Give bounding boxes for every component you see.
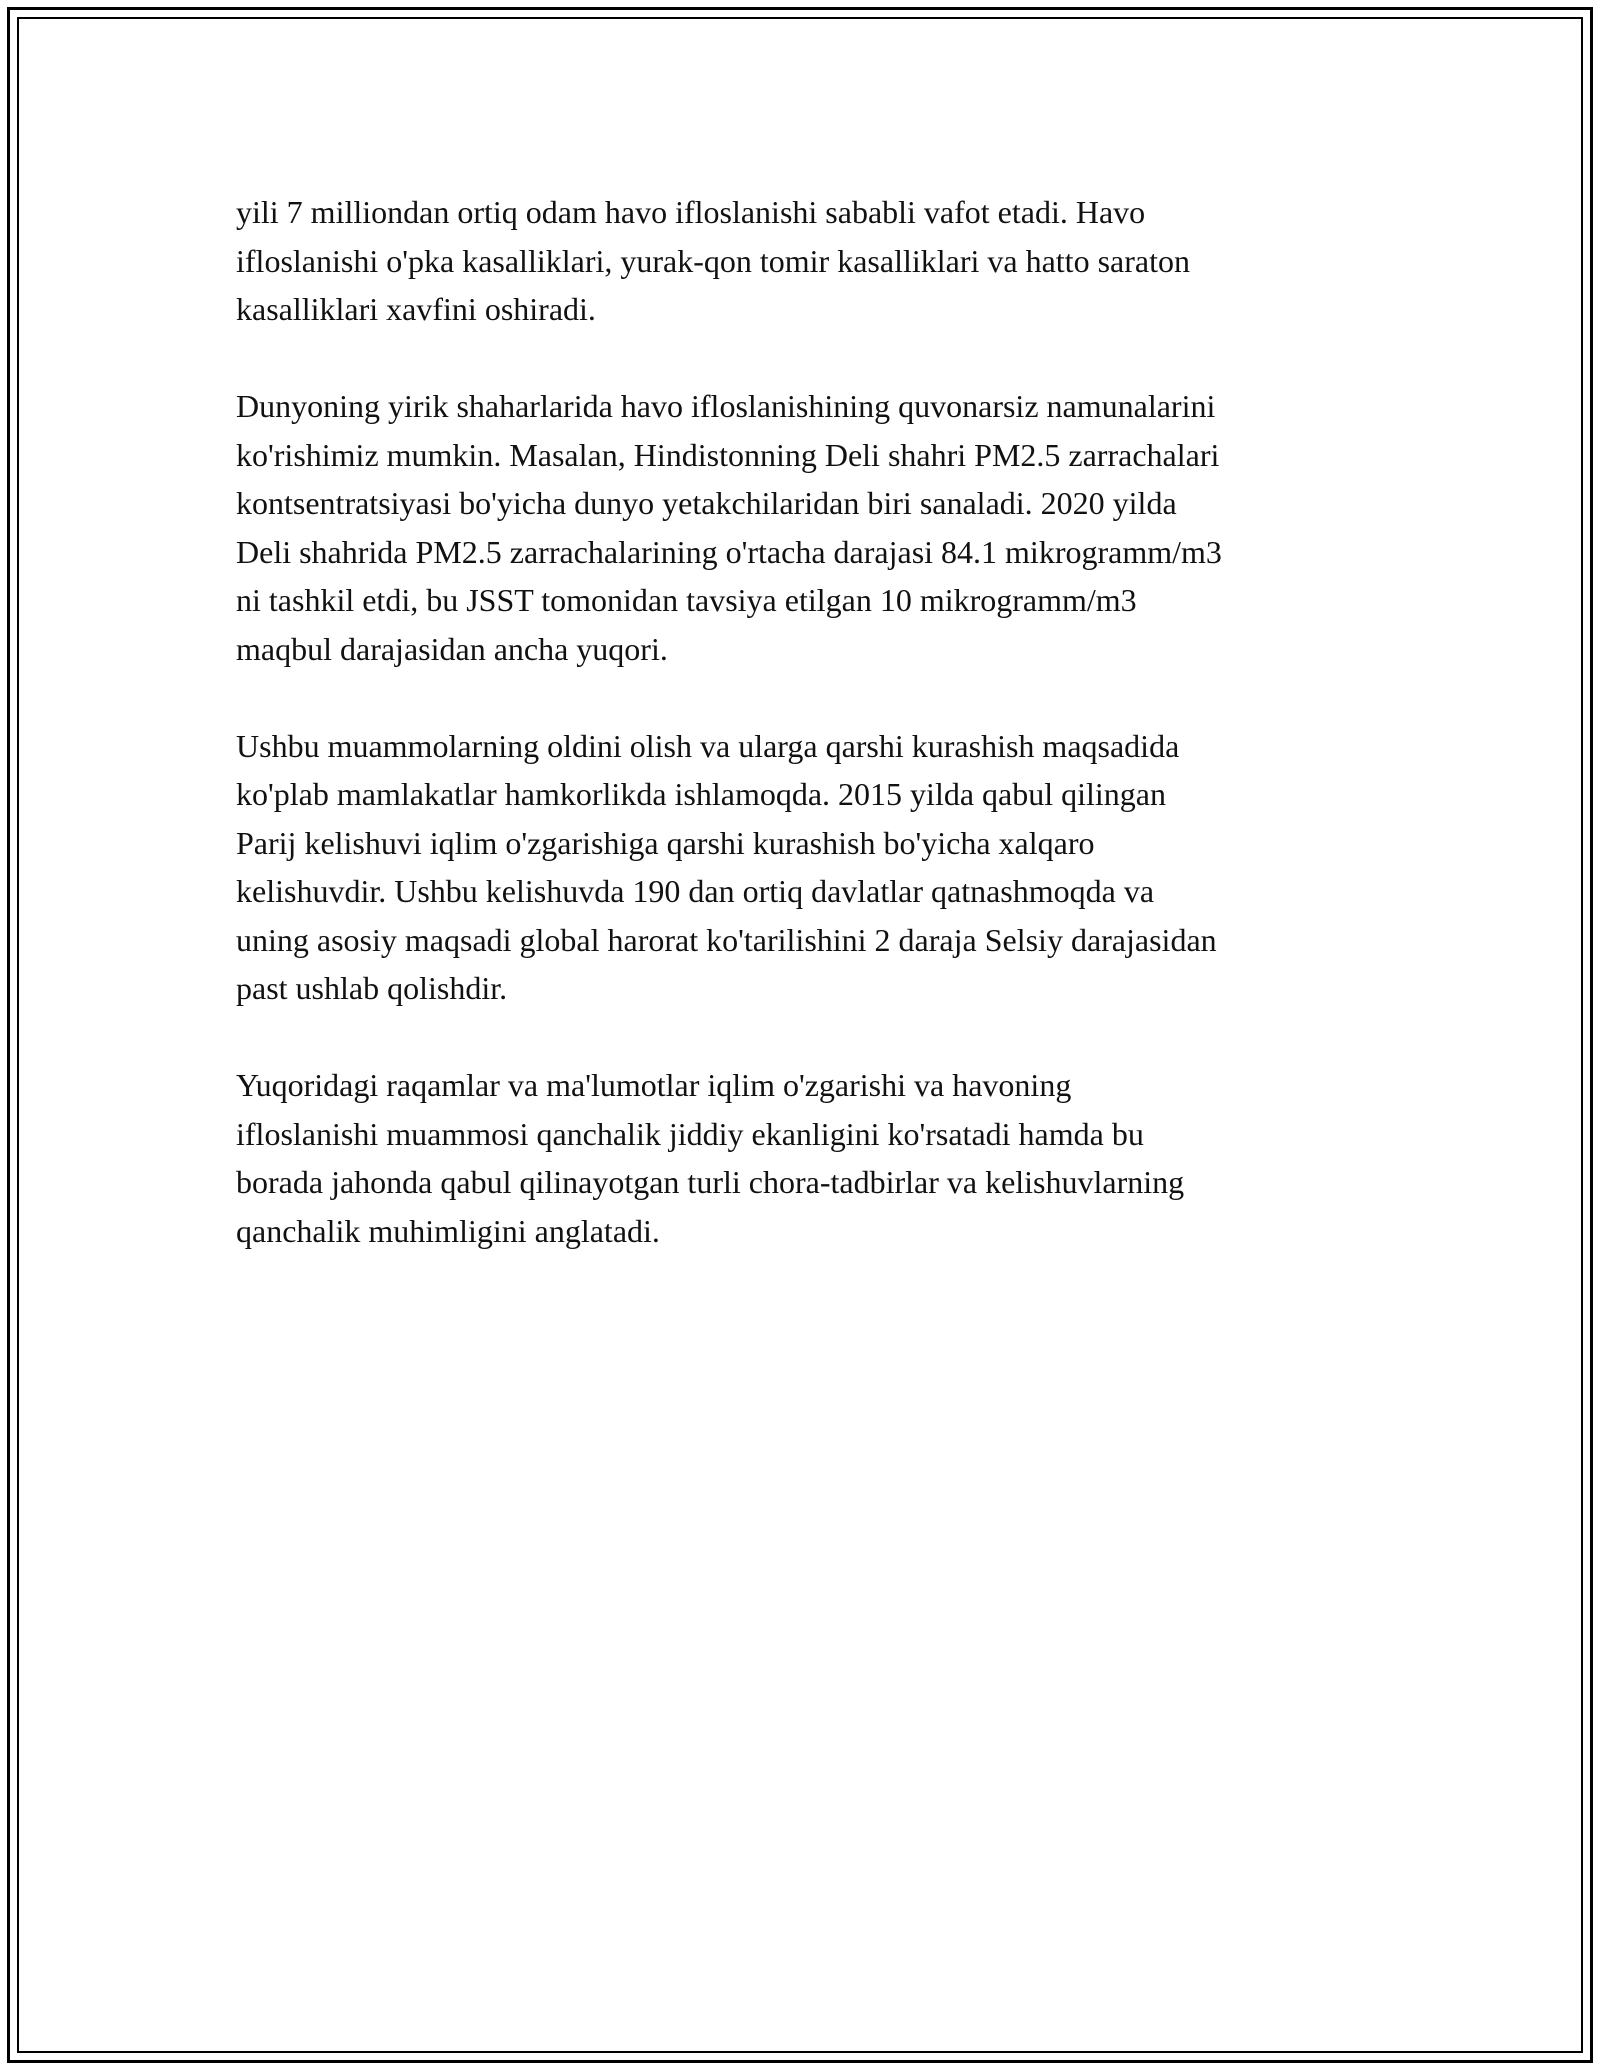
paragraph-3: Ushbu muammolarning oldini olish va ularga qarshi kurashish maqsadida ko'plab mamlakatlar hamkorlikda ishlamoqda. 2015 yilda qabul qilingan Parij kelishuvi iqlim o'zgarishiga qarshi kurashish bo'yicha xalqaro kelishuvdir. Ushbu kelishuvda 190 dan ortiq davlatlar qatnashmoqda va uning asosiy maqsadi global harorat ko'tarilishini 2 daraja Selsiy darajasidan past ushlab qolishdir. [236,727,1217,1006]
paragraph-4: Yuqoridagi raqamlar va ma'lumotlar iqlim o'zgarishi va havoning ifloslanishi muammosi qanchalik jiddiy ekanligini ko'rsatadi hamda bu borada jahonda qabul qilinayotgan turli chora-tadbirlar va kelishuvlarning qanchalik muhimligini anglatadi. [236,1067,1185,1249]
paragraph-2: Dunyoning yirik shaharlarida havo ifloslanishining quvonarsiz namunalarini ko'rishimiz mumkin. Masalan, Hindistonning Deli shahri PM2.5 zarrachalari kontsentratsiyasi bo'yicha dunyo yetakchilaridan biri sanaladi. 2020 yilda Deli shahrida PM2.5 zarrachalarining o'rtacha darajasi 84.1 mikrogramm/m3 ni tashkil etdi, bu JSST tomonidan tavsiya etilgan 10 mikrogramm/m3 maqbul darajasidan ancha yuqori. [236,388,1222,667]
document-body [236,188,1386,1304]
paragraph-1: yili 7 milliondan ortiq odam havo ifloslanishi sababli vafot etadi. Havo ifloslanishi o'pka kasalliklari, yurak-qon tomir kasalliklari va hatto saraton kasalliklari xavfini oshiradi. [236,194,1190,327]
